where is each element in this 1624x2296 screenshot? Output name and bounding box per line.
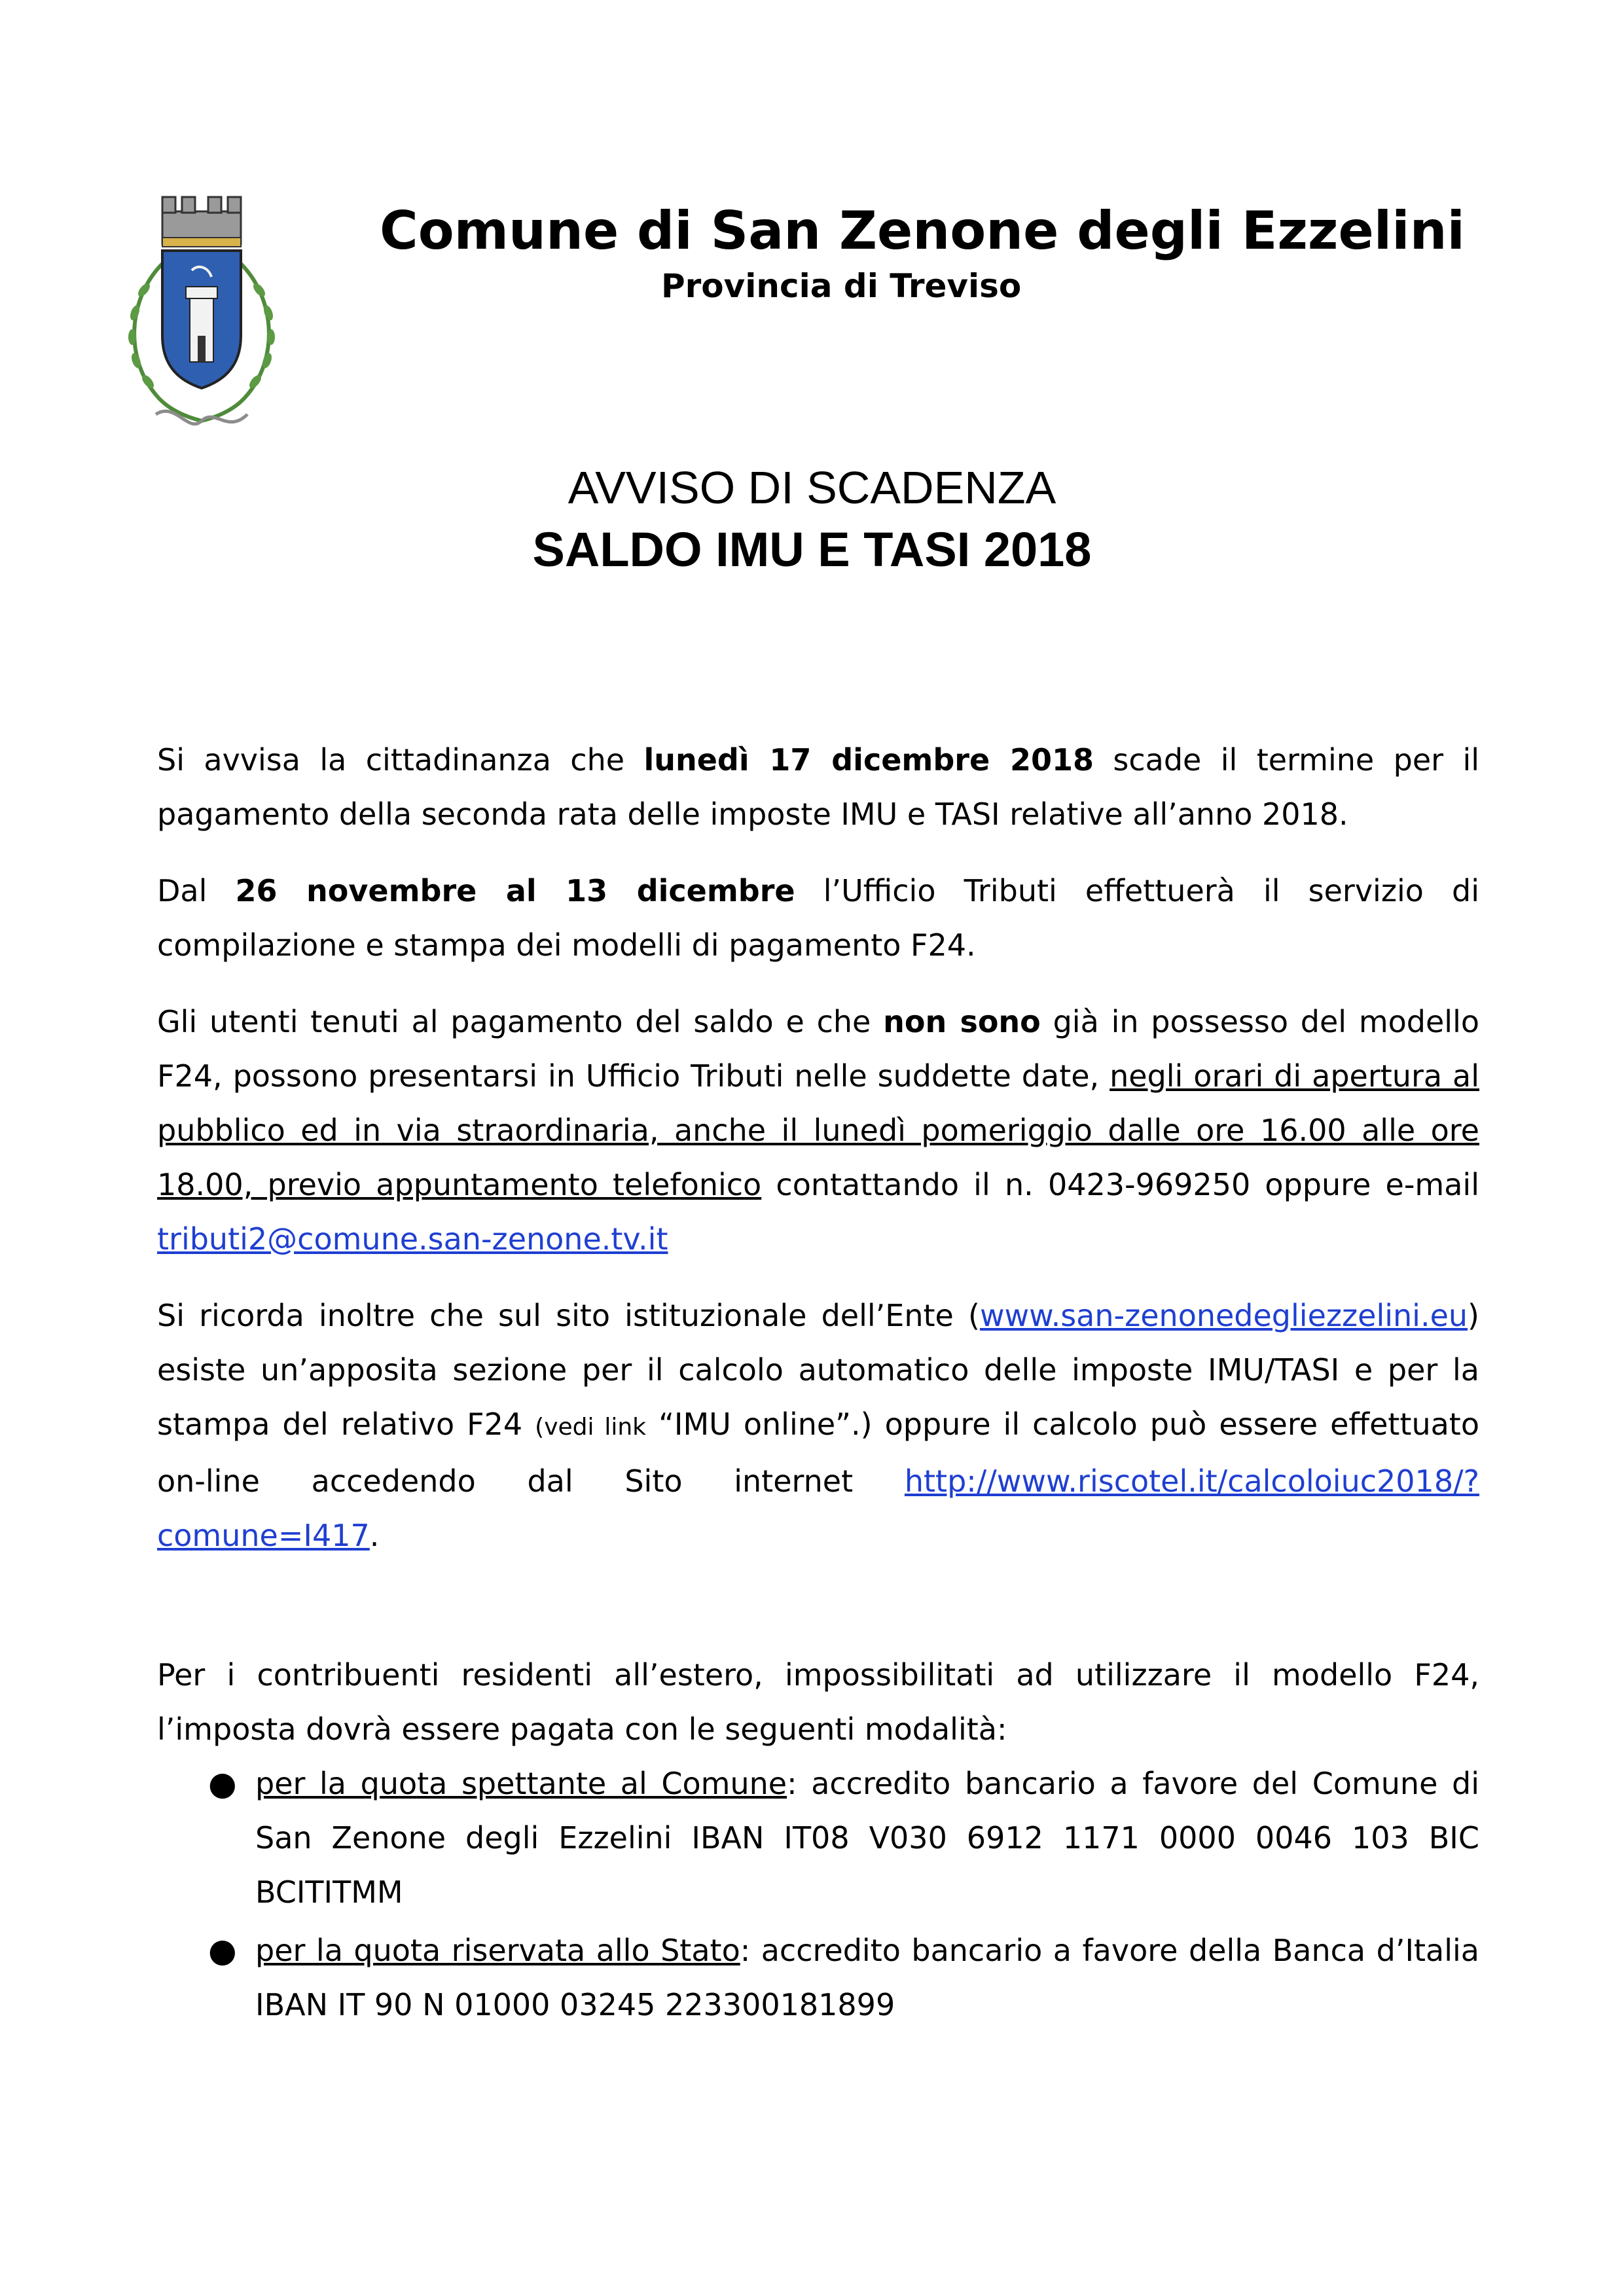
bullet-icon: ● — [208, 1931, 237, 1969]
bullet-icon: ● — [208, 1765, 237, 1803]
municipality-title: Comune di San Zenone degli Ezzelini — [380, 200, 1465, 261]
riscotel-calc-link[interactable]: http://www.riscotel.it/calcoloiuc2018/?comune=I417 — [157, 1463, 1479, 1553]
payment-methods-list — [157, 1757, 1479, 2032]
list-item: ● per la quota riservata allo Stato: accredito bancario a favore della Banca d’Italia IBAN IT 90 N 01000 03245 223300181899 — [157, 1924, 1479, 2032]
municipal-crest-icon — [117, 185, 287, 440]
institutional-site-link[interactable]: www.san-zenonedegliezzelini.eu — [979, 1298, 1468, 1333]
paragraph-deadline: Si avvisa la cittadinanza che lunedì 17 dicembre 2018 scade il termine per il pagamento della seconda rata delle imposte IMU e TASI relative all’anno 2018. — [157, 742, 1480, 832]
notice-title: AVVISO DI SCADENZA — [568, 462, 1056, 513]
paragraph-foreign-residents: Per i contribuenti residenti all’estero, impossibilitati ad utilizzare il modello F24, l’imposta dovrà essere pagata con le seguenti modalità: — [157, 1657, 1479, 1747]
paragraph-online-calc: Si ricorda inoltre che sul sito istituzionale dell’Ente (www.san-zenonedegliezzelini.eu) esiste un’apposita sezione per il calcolo automatico delle imposte IMU/TASI e per la stampa del relativo F24 (vedi link “IMU online”.) oppure il calcolo può essere effettuato on-line accedendo dal Sito internet http://www.riscotel.it/calcoloiuc2018/?comune=I417. — [157, 1298, 1479, 1553]
notice-subtitle: SALDO IMU E TASI 2018 — [532, 522, 1092, 577]
email-link[interactable]: tributi2@comune.san-zenone.tv.it — [157, 1221, 668, 1257]
document-body — [157, 733, 1479, 2032]
paragraph-office-hours: Gli utenti tenuti al pagamento del saldo e che non sono già in possesso del modello F24, possono presentarsi in Ufficio Tributi nelle suddette date, negli orari di apertura al pubblico ed in via straordinaria, anche il lunedì pomeriggio dalle ore 16.00 alle ore 18.00, previo appuntamento telefonico contattando il n. 0423-969250 oppure e-mail tributi2@comune.san-zenone.tv.it — [157, 1004, 1479, 1257]
province-subtitle: Provincia di Treviso — [661, 267, 1022, 305]
paragraph-service-dates: Dal 26 novembre al 13 dicembre l’Ufficio Tributi effettuerà il servizio di compilazione e stampa dei modelli di pagamento F24. — [157, 873, 1479, 963]
opening-hours-note: negli orari di apertura al pubblico ed in via straordinaria, anche il lunedì pomeriggio dalle ore 16.00 alle ore 18.00, previo appuntamento telefonico — [157, 1058, 1479, 1202]
list-item: ● per la quota spettante al Comune: accredito bancario a favore del Comune di San Zenone degli Ezzelini IBAN IT08 V030 6912 1171 0000 0046 103 BIC BCITITMM — [157, 1757, 1479, 1920]
